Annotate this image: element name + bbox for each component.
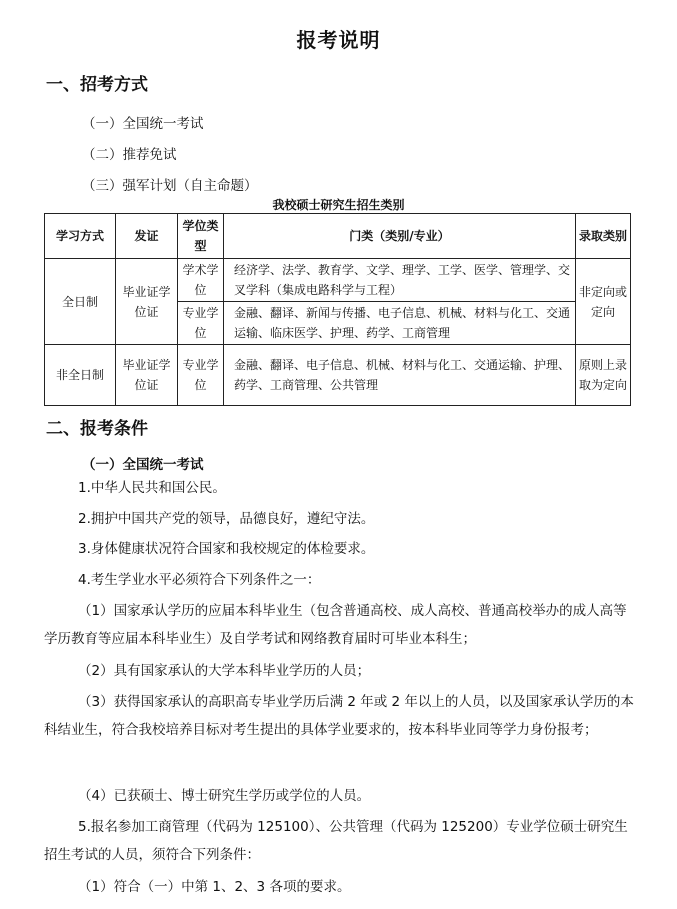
requirement-paragraph: 3.身体健康状况符合国家和我校规定的体检要求。 <box>78 541 375 557</box>
degree-type-cell: 专业学位 <box>178 345 224 406</box>
requirement-paragraph: （4）已获硕士、博士研究生学历或学位的人员。 <box>78 788 371 804</box>
fields-cell: 金融、翻译、电子信息、机械、材料与化工、交通运输、护理、药学、工商管理、公共管理 <box>224 345 576 406</box>
requirement-paragraph: （3）获得国家承认的高职高专毕业学历后满 2 年或 2 年以上的人员，以及国家承认学历的本科结业生，符合我校培养目标对考生提出的具体学业要求的，按本科毕业同等学力身份报考； <box>44 694 634 738</box>
section-heading-requirements: 二、报考条件 <box>46 419 148 439</box>
section-heading-exam-methods: 一、招考方式 <box>46 75 148 95</box>
requirement-paragraph: 2.拥护中国共产党的领导，品德良好，遵纪守法。 <box>78 511 375 527</box>
fields-cell: 经济学、法学、教育学、文学、理学、工学、医学、管理学、交叉学科（集成电路科学与工程） <box>224 259 576 302</box>
exam-method-item: （三）强军计划（自主命题） <box>82 178 258 194</box>
requirement-paragraph: （1）符合（一）中第 1、2、3 各项的要求。 <box>78 879 351 895</box>
requirement-paragraph: 1.中华人民共和国公民。 <box>78 480 226 496</box>
table-row <box>45 259 631 302</box>
header-fields: 门类（类别/专业） <box>224 214 576 259</box>
exam-method-item: （二）推荐免试 <box>82 147 177 163</box>
header-certificate: 发证 <box>116 214 178 259</box>
requirement-paragraph: 4.考生学业水平必须符合下列条件之一： <box>78 572 321 588</box>
requirement-paragraph: （2）具有国家承认的大学本科毕业学历的人员； <box>78 663 371 679</box>
subsection-heading: （一）全国统一考试 <box>82 457 204 473</box>
admission-type-cell: 原则上录取为定向 <box>576 345 631 406</box>
admission-type-cell: 非定向或定向 <box>576 259 631 345</box>
header-degree-type: 学位类型 <box>178 214 224 259</box>
table-row <box>45 345 631 406</box>
study-mode-cell: 非全日制 <box>45 345 116 406</box>
degree-type-cell: 学术学位 <box>178 259 224 302</box>
table-header-row <box>45 214 631 259</box>
requirement-paragraph: （1）国家承认学历的应届本科毕业生（包含普通高校、成人高校、普通高校举办的成人高等学历教育等应届本科毕业生）及自学考试和网络教育届时可毕业本科生； <box>44 603 627 647</box>
table-caption: 我校硕士研究生招生类别 <box>272 198 405 212</box>
degree-type-cell: 专业学位 <box>178 302 224 345</box>
page-title: 报考说明 <box>296 28 381 52</box>
header-study-mode: 学习方式 <box>45 214 116 259</box>
exam-method-item: （一）全国统一考试 <box>82 116 204 132</box>
fields-cell: 金融、翻译、新闻与传播、电子信息、机械、材料与化工、交通运输、临床医学、护理、药学、工商管理 <box>224 302 576 345</box>
enrollment-category-table <box>44 213 631 406</box>
certificate-cell: 毕业证学位证 <box>116 259 178 345</box>
certificate-cell: 毕业证学位证 <box>116 345 178 406</box>
header-admission-type: 录取类别 <box>576 214 631 259</box>
study-mode-cell: 全日制 <box>45 259 116 345</box>
requirement-paragraph: 5.报名参加工商管理（代码为 125100）、公共管理（代码为 125200）专业学位硕士研究生招生考试的人员，须符合下列条件： <box>44 819 628 863</box>
